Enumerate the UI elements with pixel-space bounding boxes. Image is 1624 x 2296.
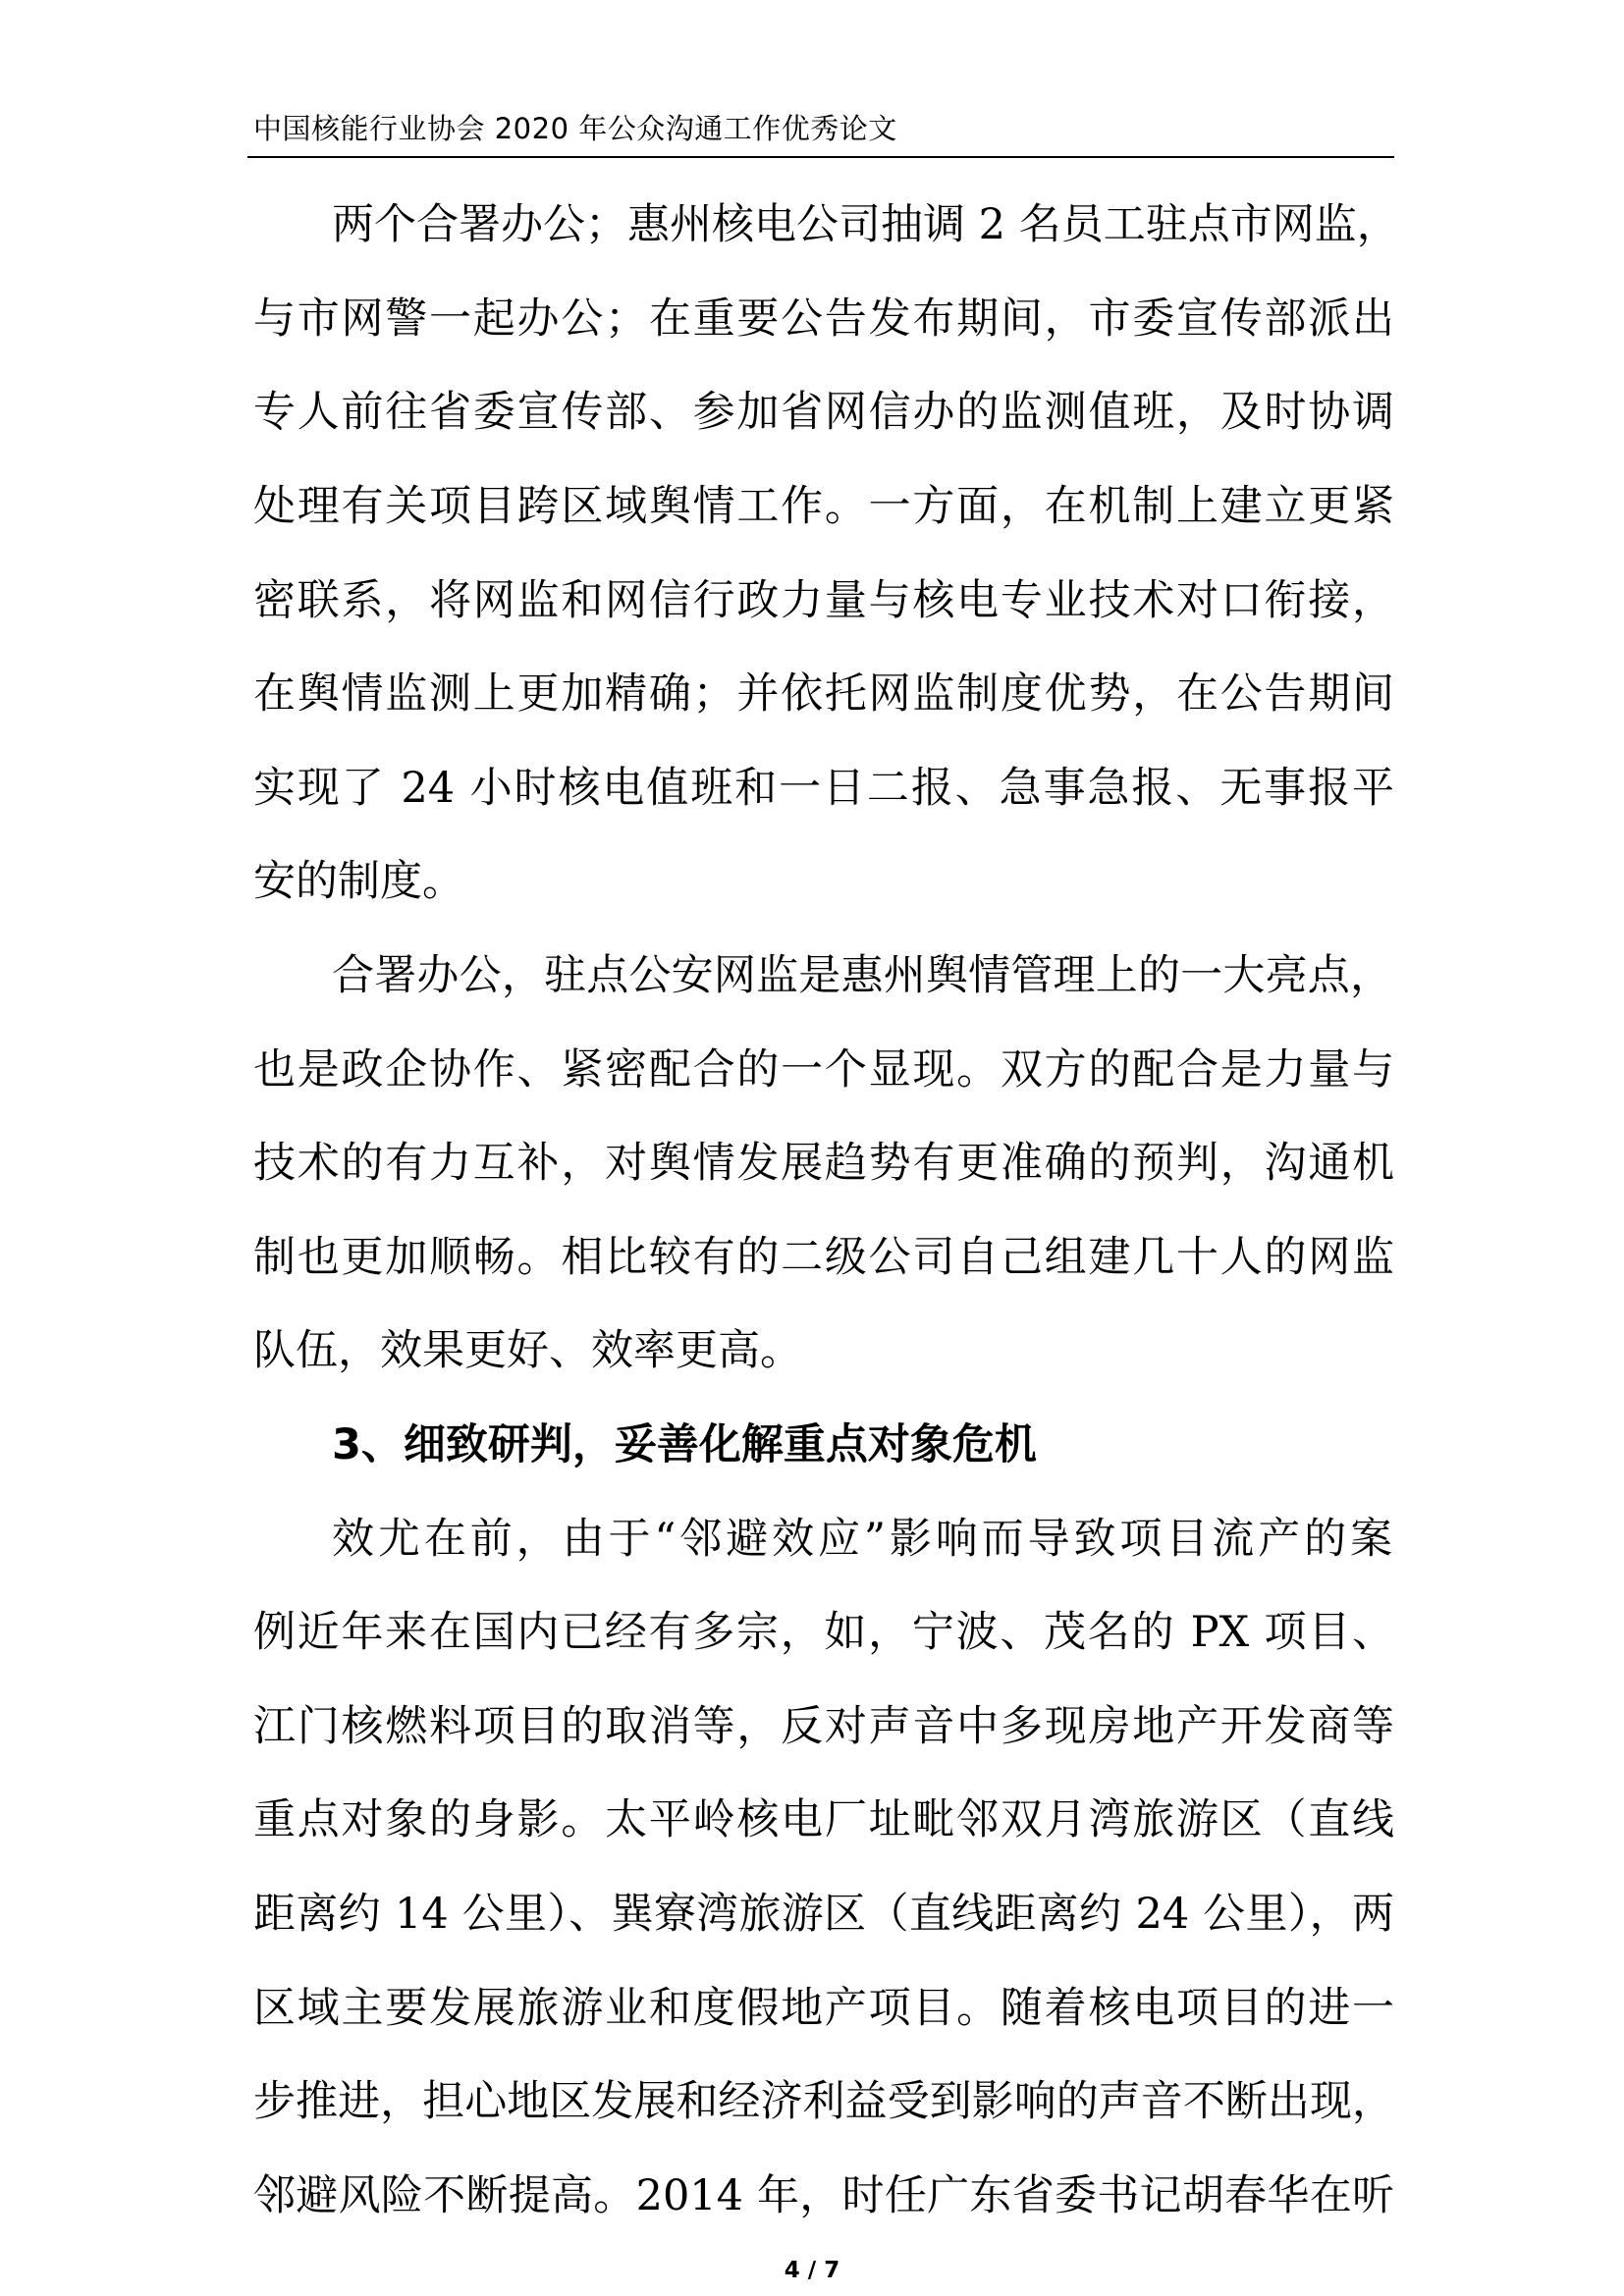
body-line: 邻避风险不断提高。2014 年，时任广东省委书记胡春华在听 xyxy=(253,2171,1394,2220)
body-line: 专人前往省委宣传部、参加省网信办的监测值班，及时协调 xyxy=(253,388,1394,437)
body-line: 距离约 14 公里）、巽寮湾旅游区（直线距离约 24 公里），两 xyxy=(253,1890,1394,1939)
body-line: 密联系，将网监和网信行政力量与核电专业技术对口衔接， xyxy=(253,576,1394,625)
body-line: 步推进，担心地区发展和经济利益受到影响的声音不断出现， xyxy=(253,2077,1394,2126)
body-line: 队伍，效果更好、效率更高。 xyxy=(253,1326,802,1375)
body-line: 与市网警一起办公；在重要公告发布期间，市委宣传部派出 xyxy=(253,294,1394,344)
body-line: 江门核燃料项目的取消等，反对声音中多现房地产开发商等 xyxy=(253,1702,1394,1751)
body-line: 效尤在前，由于“邻避效应”影响而导致项目流产的案 xyxy=(332,1515,1392,1564)
body-line: 区域主要发展旅游业和度假地产项目。随着核电项目的进一 xyxy=(253,1984,1394,2033)
page-number: 4 / 7 xyxy=(784,2258,840,2283)
body-line: 处理有关项目跨区域舆情工作。一方面，在机制上建立更紧 xyxy=(253,482,1394,531)
body-line: 安的制度。 xyxy=(253,857,464,906)
section-heading: 3、细致研判，妥善化解重点对象危机 xyxy=(332,1420,1037,1469)
body-line: 在舆情监测上更加精确；并依托网监制度优势，在公告期间 xyxy=(253,669,1394,719)
body-line: 制也更加顺畅。相比较有的二级公司自己组建几十人的网监 xyxy=(253,1233,1394,1282)
body-line: 也是政企协作、紧密配合的一个显现。双方的配合是力量与 xyxy=(253,1045,1394,1095)
body-line: 重点对象的身影。太平岭核电厂址毗邻双月湾旅游区（直线 xyxy=(253,1795,1394,1844)
body-line: 实现了 24 小时核电值班和一日二报、急事急报、无事报平 xyxy=(253,764,1394,813)
running-header: 中国核能行业协会 2020 年公众沟通工作优秀论文 xyxy=(253,112,897,145)
body-line: 两个合署办公；惠州核电公司抽调 2 名员工驻点市网监， xyxy=(332,200,1399,249)
body-line: 例近年来在国内已经有多宗，如，宁波、茂名的 PX 项目、 xyxy=(253,1608,1394,1657)
header-divider xyxy=(247,156,1394,158)
body-line: 合署办公，驻点公安网监是惠州舆情管理上的一大亮点， xyxy=(332,951,1392,1000)
body-line: 技术的有力互补，对舆情发展趋势有更准确的预判，沟通机 xyxy=(253,1139,1394,1188)
